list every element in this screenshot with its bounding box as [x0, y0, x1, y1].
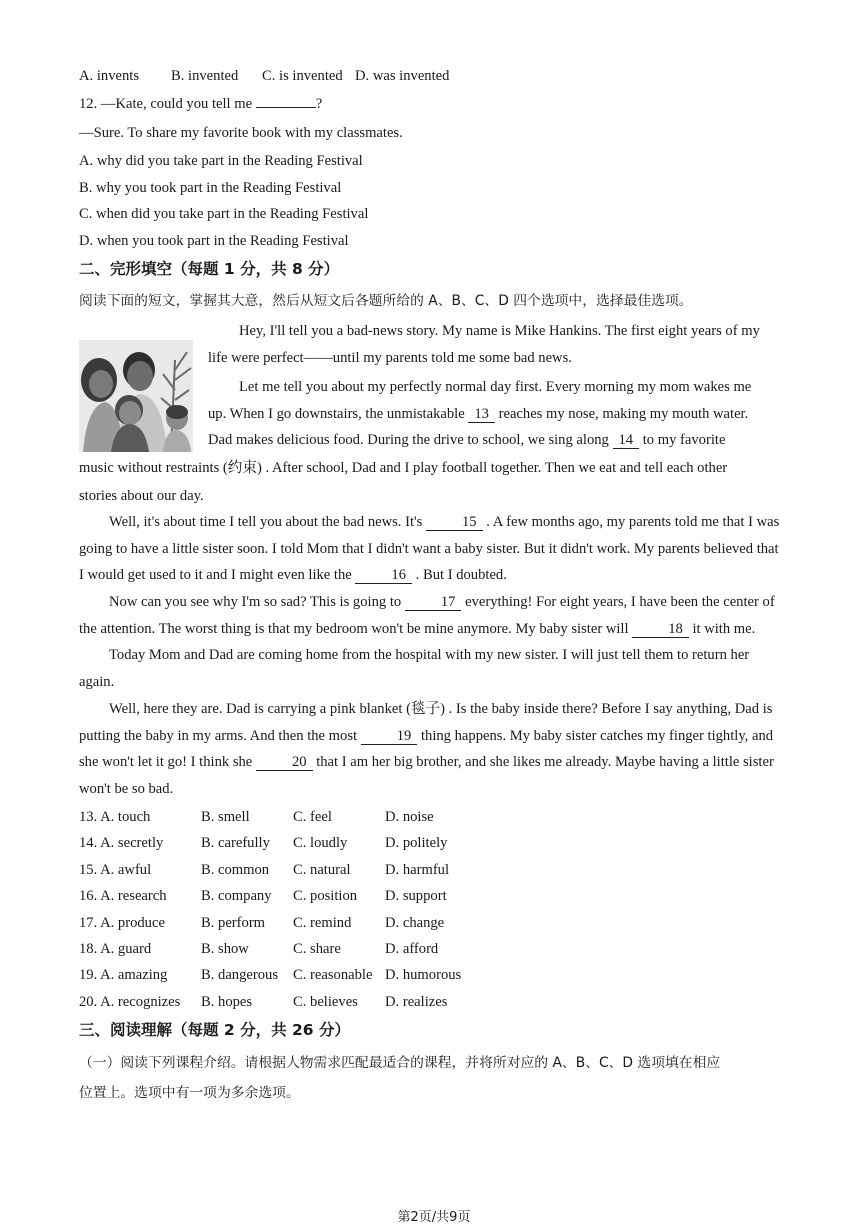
- option-b: B. show: [201, 941, 249, 957]
- option-a: 20. A. recognizes: [79, 993, 181, 1010]
- section-2-title: 二、完形填空（每题 1 分，共 8 分）: [79, 260, 340, 278]
- option-a: 19. A. amazing: [79, 967, 168, 984]
- passage-p6: [79, 696, 787, 802]
- passage-text: Well, it's about time I tell you about the bad news. It's: [109, 514, 423, 530]
- passage-text: to my favorite: [642, 432, 726, 448]
- blank-16: 16: [355, 567, 412, 584]
- passage-p4: [79, 589, 787, 642]
- option-b: B. hopes: [201, 993, 253, 1010]
- option-c: C. feel: [293, 809, 332, 825]
- passage-p1-line1: Hey, I'll tell you a bad-news story. My name is Mike Hankins. The first eight years of my: [239, 323, 760, 339]
- option-a: A. invents: [79, 68, 139, 84]
- passage-p2-line2: [208, 404, 748, 424]
- blank-13: 13: [468, 406, 495, 423]
- section-3-title: 三、阅读理解（每题 2 分，共 26 分）: [79, 1021, 350, 1039]
- section-3-instruction-line2: 位置上。选项中有一项为多余选项。: [79, 1085, 300, 1101]
- passage-text: everything! For eight years, I have been the center of the attention. The worst thing is that my bedroom won't be mine anymore. My baby sister will: [79, 594, 775, 637]
- passage-text: that I am her big brother, and she likes me already. Maybe having a little sister won't be so bad.: [79, 754, 774, 797]
- option-c: C. share: [293, 941, 341, 957]
- passage-text: it with me.: [692, 620, 756, 637]
- option-a: 16. A. research: [79, 888, 167, 905]
- passage-text: . A few months ago, my parents told me that I was going to have a little sister soon. I told Mom that I didn't want a baby sister. But it didn't work. My parents believed that I would get used to it and I might even like the: [79, 514, 780, 583]
- passage-p5: Today Mom and Dad are coming home from the hospital with my new sister. I will just tell them to return her again.: [79, 647, 750, 690]
- option-b: B. carefully: [201, 835, 270, 852]
- option-d: D. afford: [385, 941, 439, 957]
- passage-p3: [79, 509, 787, 589]
- option-a: 18. A. guard: [79, 941, 152, 957]
- blank-18: 18: [632, 621, 689, 638]
- passage-p2-line3: [208, 430, 725, 450]
- blank-17: 17: [405, 594, 462, 611]
- family-illustration: [79, 340, 193, 452]
- option-b: B. smell: [201, 809, 250, 825]
- option-a: 14. A. secretly: [79, 835, 164, 852]
- q12-option-b: B. why you took part in the Reading Festival: [79, 180, 342, 196]
- blank-19: 19: [361, 728, 418, 745]
- option-d: D. harmful: [385, 861, 450, 878]
- passage-text: Now can you see why I'm so sad? This is going to: [109, 594, 402, 610]
- passage-text: thing happens. My baby sister catches my finger tightly, and she won't let it go! I think she: [79, 727, 774, 770]
- q12-stem-text: 12. —Kate, could you tell me: [79, 96, 253, 112]
- passage-text: Well, here they are. Dad is carrying a pink blanket (毯子) . Is the baby inside there? Before I say anything, Dad is putting the baby in my arms. And then the most: [79, 701, 773, 744]
- option-d: D. was invented: [355, 68, 450, 84]
- option-b: B. dangerous: [201, 967, 279, 984]
- option-c: C. believes: [293, 993, 358, 1010]
- blank-20: 20: [256, 754, 313, 771]
- option-b: B. company: [201, 888, 272, 905]
- q12-reply: —Sure. To share my favorite book with my classmates.: [79, 125, 403, 141]
- option-c: C. loudly: [293, 835, 348, 852]
- section-3-instruction-line1: （一）阅读下列课程介绍。请根据人物需求匹配最适合的课程，并将所对应的 A、B、C、D 选项填在相应: [79, 1055, 721, 1071]
- q12-stem: [79, 93, 322, 114]
- option-a: 17. A. produce: [79, 914, 165, 931]
- passage-p1-line2: life were perfect——until my parents told me some bad news.: [208, 350, 572, 366]
- option-a: 13. A. touch: [79, 809, 151, 825]
- option-d: D. realizes: [385, 993, 448, 1010]
- page-footer: 第2页/共9页: [397, 1210, 471, 1225]
- option-b: B. invented: [171, 68, 239, 84]
- option-d: D. politely: [385, 835, 448, 852]
- passage-p2-line5: stories about our day.: [79, 488, 204, 504]
- q12-option-d: D. when you took part in the Reading Festival: [79, 233, 349, 249]
- q12-option-c: C. when did you take part in the Reading Festival: [79, 206, 369, 222]
- passage-text: Dad makes delicious food. During the drive to school, we sing along: [208, 432, 609, 448]
- passage-p2-line1: Let me tell you about my perfectly normal day first. Every morning my mom wakes me: [239, 379, 752, 395]
- q12-question-mark: ?: [315, 96, 323, 112]
- passage-p2-line4: music without restraints (约束) . After school, Dad and I play football together. Then we eat and tell each other: [79, 460, 728, 476]
- option-b: B. perform: [201, 914, 266, 931]
- option-a: 15. A. awful: [79, 861, 152, 878]
- option-c: C. natural: [293, 861, 351, 878]
- option-d: D. noise: [385, 809, 434, 825]
- option-d: D. support: [385, 888, 447, 905]
- q12-option-a: A. why did you take part in the Reading Festival: [79, 153, 363, 169]
- passage-text: . But I doubted.: [415, 567, 507, 583]
- option-b: B. common: [201, 861, 270, 878]
- option-d: D. change: [385, 914, 445, 931]
- option-c: C. is invented: [262, 68, 343, 84]
- passage-text: reaches my nose, making my mouth water.: [498, 406, 749, 422]
- blank-15: 15: [426, 514, 483, 531]
- option-c: C. position: [293, 888, 358, 905]
- answer-blank: [256, 93, 316, 108]
- blank-14: 14: [613, 432, 640, 449]
- option-c: C. reasonable: [293, 967, 373, 984]
- passage-text: up. When I go downstairs, the unmistakable: [208, 406, 465, 422]
- option-d: D. humorous: [385, 967, 462, 984]
- section-2-instruction: 阅读下面的短文，掌握其大意，然后从短文后各题所给的 A、B、C、D 四个选项中，选择最佳选项。: [79, 293, 693, 309]
- option-c: C. remind: [293, 914, 352, 931]
